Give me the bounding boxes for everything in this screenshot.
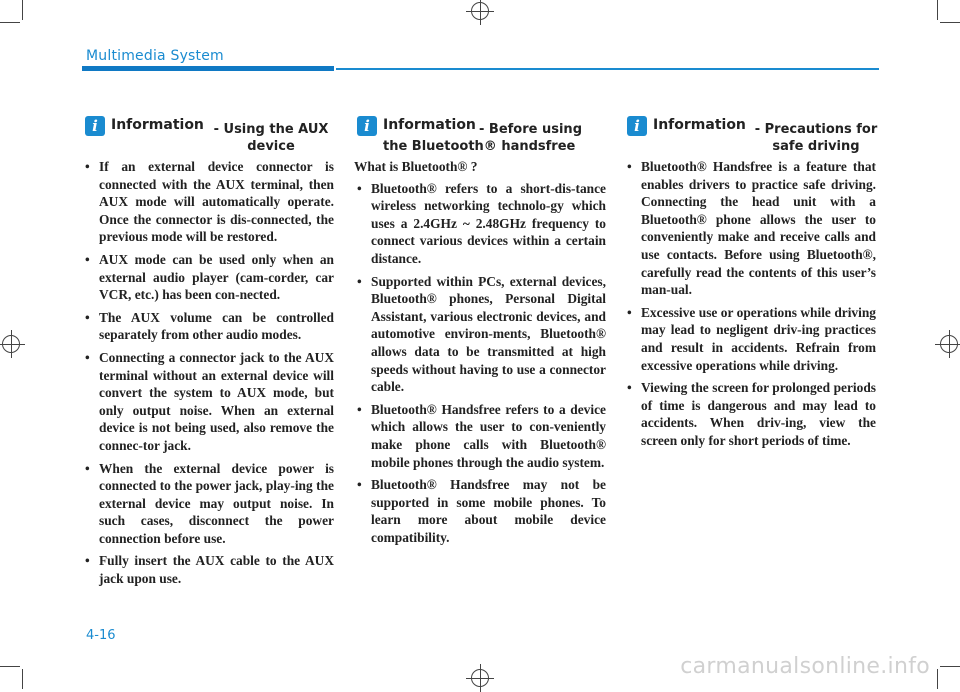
info-subtitle-line1: - Precautions for xyxy=(754,122,878,137)
section-title: Multimedia System xyxy=(86,48,224,64)
registration-mark-icon xyxy=(471,669,489,687)
info-subtitle-line1: - Using the AUX xyxy=(213,122,329,137)
info-subtitle xyxy=(479,121,609,138)
bullet-list xyxy=(354,180,606,547)
list-item: • AUX mode can be used only when an external audio player (cam-corder, car VCR, etc.) has been con-nected. xyxy=(82,251,334,304)
list-item: • Excessive use or operations while driving may lead to negligent driv-ing practices and result in accidents. Refrain from excessive operations while driving. xyxy=(624,304,876,374)
list-item: • Supported within PCs, external devices, Bluetooth® phones, Personal Digital Assistant, various electronic devices, and automotive environ-ments, Bluetooth® allows data to be transmitted at high speeds without having to use a connector cable. xyxy=(354,273,606,396)
list-item: • The AUX volume can be controlled separately from other audio modes. xyxy=(82,309,334,344)
crop-mark xyxy=(0,666,20,667)
crop-mark xyxy=(940,666,960,667)
crop-mark xyxy=(22,0,23,20)
info-column-aux xyxy=(82,116,334,593)
info-icon: i xyxy=(627,116,647,136)
list-item: • Bluetooth® Handsfree is a feature that enables drivers to practice safe driving. Connecting the head unit with a Bluetooth® phone allows the user to conveniently make and receive calls and use contacts. Before using Bluetooth®, carefully read the contents of this user’s man-ual. xyxy=(624,158,876,299)
watermark: carmanualsonline.info xyxy=(680,654,930,679)
intro-question: What is Bluetooth® ? xyxy=(354,159,478,174)
bullet-list xyxy=(82,158,334,588)
list-item: • Bluetooth® Handsfree refers to a device which allows the user to con-veniently make phone calls with Bluetooth® mobile phones through the audio system. xyxy=(354,401,606,471)
header-bar xyxy=(82,66,334,71)
info-icon: i xyxy=(85,116,105,136)
list-item: • Bluetooth® refers to a short-dis-tance wireless networking technolo-gy which uses a 2.4GHz ~ 2.48GHz frequency to connect various devices within a certain distance. xyxy=(354,180,606,268)
info-label: Information xyxy=(111,117,204,133)
crop-mark xyxy=(0,22,20,23)
registration-mark-icon xyxy=(940,335,958,353)
crop-mark xyxy=(940,22,960,23)
page-number: 4-16 xyxy=(86,628,116,643)
info-column-safety xyxy=(624,116,876,455)
list-item: • Viewing the screen for prolonged periods of time is dangerous and may lead to accidents. When driv-ing, view the screen only for short periods of time. xyxy=(624,379,876,449)
list-item: • When the external device power is connected to the power jack, play-ing the external device may output noise. In such cases, disconnect the power connection before use. xyxy=(82,460,334,548)
info-subtitle-line2: device xyxy=(247,139,295,154)
info-subtitle xyxy=(206,121,336,155)
info-label: Information xyxy=(383,117,476,133)
list-item: • Connecting a connector jack to the AUX terminal without an external device will convert the system to AUX mode, but only output noise. When an external device is not being used, also remove the connec-tor jack. xyxy=(82,349,334,455)
bullet-list xyxy=(624,158,876,450)
info-header xyxy=(354,116,606,158)
info-subtitle-line2: safe driving xyxy=(772,139,860,154)
header-rule xyxy=(336,68,879,70)
registration-mark-icon xyxy=(471,2,489,20)
info-subtitle-line2: the Bluetooth® handsfree xyxy=(383,139,576,154)
list-item: • Fully insert the AUX cable to the AUX jack upon use. xyxy=(82,552,334,587)
info-header xyxy=(624,116,876,158)
info-subtitle-line1: - Before using xyxy=(479,122,582,137)
info-subtitle xyxy=(748,121,884,155)
crop-mark xyxy=(22,669,23,689)
crop-mark xyxy=(937,0,938,20)
info-header xyxy=(82,116,334,158)
crop-mark xyxy=(937,669,938,689)
info-icon: i xyxy=(357,116,377,136)
info-label: Information xyxy=(653,117,746,133)
info-column-bluetooth xyxy=(354,116,606,551)
registration-mark-icon xyxy=(2,335,20,353)
list-item: • If an external device connector is connected with the AUX terminal, then AUX mode will automatically operate. Once the connector is dis-connected, the previous mode will be restored. xyxy=(82,158,334,246)
info-subtitle xyxy=(383,138,603,155)
list-item: • Bluetooth® Handsfree may not be supported in some mobile phones. To learn more about mobile device compatibility. xyxy=(354,476,606,546)
